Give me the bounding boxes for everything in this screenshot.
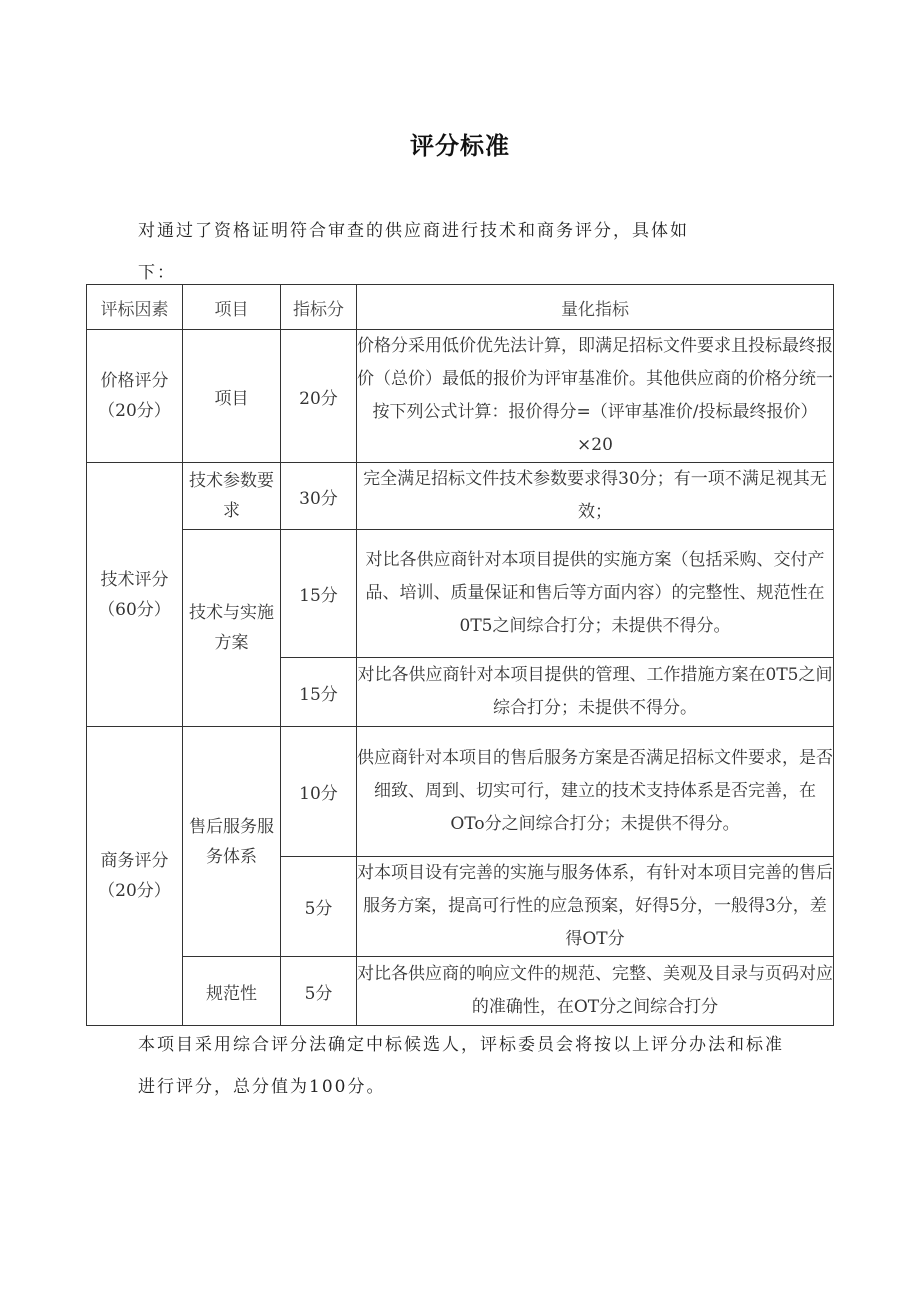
table-row-price xyxy=(87,330,834,463)
score-tech-plan-1: 15分 xyxy=(281,530,357,658)
table-header-row xyxy=(87,285,834,330)
page-title: 评分标准 xyxy=(410,132,510,160)
intro-text-line1: 对通过了资格证明符合审查的供应商进行技术和商务评分，具体如 xyxy=(138,221,689,241)
intro-text-line2: 下： xyxy=(138,263,176,283)
score-tech-params: 30分 xyxy=(281,463,357,530)
factor-tech: 技术评分（60分） xyxy=(87,463,183,727)
table-row-tech-params xyxy=(87,463,834,530)
score-business-service-1: 10分 xyxy=(281,727,357,857)
summary-text-line1: 本项目采用综合评分法确定中标候选人，评标委员会将按以上评分办法和标准 xyxy=(138,1035,784,1055)
item-business-service: 售后服务服务体系 xyxy=(183,727,281,957)
criteria-price: 价格分采用低价优先法计算，即满足招标文件要求且投标最终报价（总价）最低的报价为评审基准价。其他供应商的价格分统一按下列公式计算：报价得分=（评审基准价/投标最终报价）×20 xyxy=(357,330,834,463)
item-price: 项目 xyxy=(183,330,281,463)
table-row-business-standard xyxy=(87,957,834,1026)
scoring-table xyxy=(86,284,834,1026)
criteria-tech-plan-2: 对比各供应商针对本项目提供的管理、工作措施方案在0T5之间综合打分；未提供不得分。 xyxy=(357,658,834,727)
factor-price: 价格评分（20分） xyxy=(87,330,183,463)
score-tech-plan-2: 15分 xyxy=(281,658,357,727)
criteria-tech-plan-1: 对比各供应商针对本项目提供的实施方案（包括采购、交付产品、培训、质量保证和售后等方面内容）的完整性、规范性在0T5之间综合打分；未提供不得分。 xyxy=(357,530,834,658)
item-tech-params: 技术参数要求 xyxy=(183,463,281,530)
criteria-business-standard: 对比各供应商的响应文件的规范、完整、美观及目录与页码对应的准确性，在OT分之间综合打分 xyxy=(357,957,834,1026)
header-item: 项目 xyxy=(183,285,281,330)
criteria-tech-params: 完全满足招标文件技术参数要求得30分；有一项不满足视其无效； xyxy=(357,463,834,530)
header-factor: 评标因素 xyxy=(87,285,183,330)
table-row-tech-plan-1 xyxy=(87,530,834,658)
item-business-standard: 规范性 xyxy=(183,957,281,1026)
table-row-business-service-1 xyxy=(87,727,834,857)
header-score: 指标分 xyxy=(281,285,357,330)
criteria-business-service-1: 供应商针对本项目的售后服务方案是否满足招标文件要求，是否细致、周到、切实可行，建立的技术支持体系是否完善，在OTo分之间综合打分；未提供不得分。 xyxy=(357,727,834,857)
factor-business: 商务评分（20分） xyxy=(87,727,183,1026)
summary-text-line2: 进行评分，总分值为100分。 xyxy=(138,1077,386,1097)
header-criteria: 量化指标 xyxy=(357,285,834,330)
score-price: 20分 xyxy=(281,330,357,463)
score-business-standard: 5分 xyxy=(281,957,357,1026)
score-business-service-2: 5分 xyxy=(281,857,357,957)
criteria-business-service-2: 对本项目设有完善的实施与服务体系，有针对本项目完善的售后服务方案，提高可行性的应急预案，好得5分，一般得3分，差得OT分 xyxy=(357,857,834,957)
item-tech-plan: 技术与实施方案 xyxy=(183,530,281,727)
